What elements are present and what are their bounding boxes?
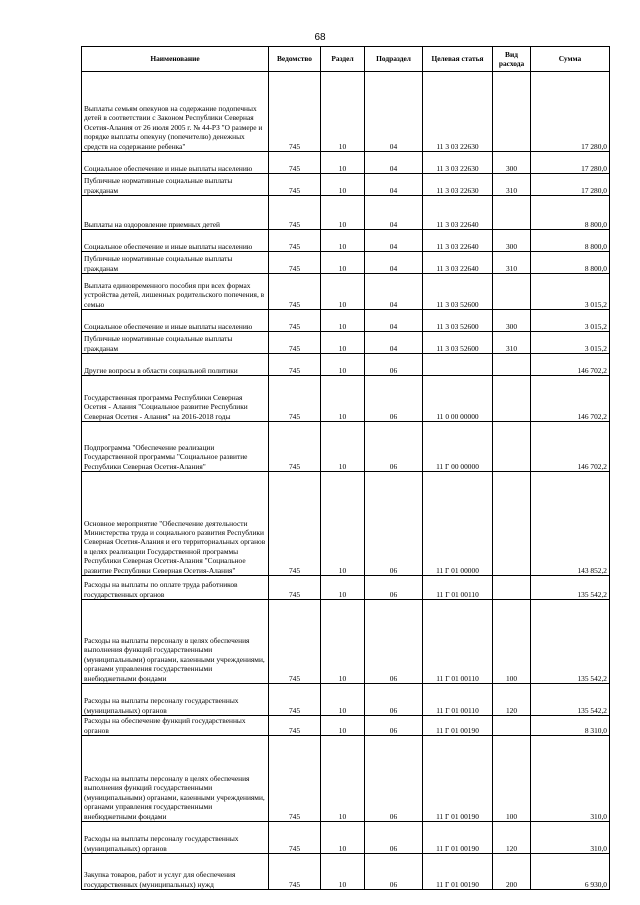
- table-row: [82, 196, 610, 230]
- row-vid: [493, 472, 531, 576]
- row-podrazdel: 06: [365, 716, 423, 736]
- header-ved: Ведомство: [269, 47, 321, 72]
- row-statya: 11 3 03 52600: [423, 274, 493, 310]
- row-podrazdel: 06: [365, 736, 423, 822]
- row-vid: 100: [493, 600, 531, 684]
- row-statya: 11 Г 01 00190: [423, 854, 493, 890]
- row-razdel: 10: [321, 252, 365, 274]
- row-podrazdel: 06: [365, 600, 423, 684]
- row-podrazdel: 06: [365, 472, 423, 576]
- row-ved: 745: [269, 376, 321, 422]
- table-row: [82, 310, 610, 332]
- row-razdel: 10: [321, 196, 365, 230]
- row-statya: 11 Г 01 00190: [423, 736, 493, 822]
- row-vid: 300: [493, 310, 531, 332]
- row-vid: [493, 354, 531, 376]
- row-razdel: 10: [321, 376, 365, 422]
- row-sum: 135 542,2: [531, 684, 610, 716]
- row-statya: 11 3 03 22640: [423, 252, 493, 274]
- row-statya: 11 Г 01 00110: [423, 684, 493, 716]
- row-razdel: 10: [321, 822, 365, 854]
- row-ved: 745: [269, 174, 321, 196]
- row-vid: 310: [493, 174, 531, 196]
- table-row: [82, 422, 610, 472]
- row-name: Публичные нормативные социальные выплаты гражданам: [82, 332, 269, 354]
- row-ved: 745: [269, 310, 321, 332]
- table-row: [82, 252, 610, 274]
- row-ved: 745: [269, 576, 321, 600]
- row-razdel: 10: [321, 310, 365, 332]
- table-row: [82, 854, 610, 890]
- row-vid: [493, 576, 531, 600]
- row-sum: 8 800,0: [531, 196, 610, 230]
- row-razdel: 10: [321, 332, 365, 354]
- row-vid: [493, 196, 531, 230]
- row-name: Публичные нормативные социальные выплаты гражданам: [82, 252, 269, 274]
- row-podrazdel: 04: [365, 174, 423, 196]
- row-statya: 11 Г 00 00000: [423, 422, 493, 472]
- row-vid: 300: [493, 230, 531, 252]
- row-statya: 11 Г 01 00000: [423, 472, 493, 576]
- table-row: [82, 72, 610, 152]
- table-row: [82, 576, 610, 600]
- row-name: Государственная программа Республики Северная Осетия - Алания "Социальное развитие Республики Северная Осетия - Алания" на 2016-2018 годы: [82, 376, 269, 422]
- row-statya: 11 3 03 22630: [423, 174, 493, 196]
- header-statya: Целевая статья: [423, 47, 493, 72]
- row-name: Другие вопросы в области социальной политики: [82, 354, 269, 376]
- table-row: [82, 230, 610, 252]
- table-row: [82, 684, 610, 716]
- row-vid: [493, 422, 531, 472]
- row-ved: 745: [269, 422, 321, 472]
- header-sum: Сумма: [531, 47, 610, 72]
- row-podrazdel: 04: [365, 230, 423, 252]
- row-podrazdel: 06: [365, 854, 423, 890]
- row-name: Расходы на выплаты персоналу в целях обеспечения выполнения функций государственными (муниципальными) органами, казенными учреждениями, органами управления государственными внебюджетными фондами: [82, 600, 269, 684]
- row-razdel: 10: [321, 684, 365, 716]
- row-razdel: 10: [321, 854, 365, 890]
- row-name: Расходы на выплаты персоналу государственных (муниципальных) органов: [82, 684, 269, 716]
- row-name: Подпрограмма "Обеспечение реализации Государственной программы "Социальное развитие Республики Северная Осетия-Алания": [82, 422, 269, 472]
- table-row: [82, 354, 610, 376]
- row-statya: 11 Г 01 00110: [423, 600, 493, 684]
- row-razdel: 10: [321, 472, 365, 576]
- row-podrazdel: 06: [365, 354, 423, 376]
- row-name: Расходы на выплаты персоналу в целях обеспечения выполнения функций государственными (муниципальными) органами, казенными учреждениями, органами управления государственными внебюджетными фондами: [82, 736, 269, 822]
- row-vid: [493, 376, 531, 422]
- row-statya: 11 3 03 22630: [423, 72, 493, 152]
- row-name: Выплата единовременного пособия при всех формах устройства детей, лишенных родительского попечения, в семью: [82, 274, 269, 310]
- row-podrazdel: 04: [365, 332, 423, 354]
- row-sum: 8 800,0: [531, 230, 610, 252]
- row-name: Выплаты семьям опекунов на содержание подопечных детей в соответствии с Законом Республики Северная Осетия-Алания от 26 июля 2005 г. № 44-РЗ "О размере и порядке выплаты опекуну (попечителю) денежных средств на содержание ребенка": [82, 72, 269, 152]
- row-vid: 310: [493, 332, 531, 354]
- row-statya: 11 Г 01 00110: [423, 576, 493, 600]
- table-row: [82, 174, 610, 196]
- table-row: [82, 472, 610, 576]
- row-ved: 745: [269, 332, 321, 354]
- row-name: Основное мероприятие "Обеспечение деятельности Министерства труда и социального развития Республики Северная Осетия-Алания и его территориальных органов в целях реализации Государственной программы Республики Северная Осетия-Алания "Социальное развитие Республики Северная Осетия-Алания": [82, 472, 269, 576]
- row-statya: 11 3 03 52600: [423, 310, 493, 332]
- row-ved: 745: [269, 736, 321, 822]
- row-ved: 745: [269, 152, 321, 174]
- table-row: [82, 332, 610, 354]
- row-podrazdel: 04: [365, 72, 423, 152]
- row-razdel: 10: [321, 576, 365, 600]
- row-sum: 8 800,0: [531, 252, 610, 274]
- row-ved: 745: [269, 72, 321, 152]
- row-razdel: 10: [321, 152, 365, 174]
- header-row: [82, 47, 610, 72]
- row-vid: 120: [493, 822, 531, 854]
- row-name: Выплаты на оздоровление приемных детей: [82, 196, 269, 230]
- row-name: Публичные нормативные социальные выплаты гражданам: [82, 174, 269, 196]
- row-vid: [493, 274, 531, 310]
- row-podrazdel: 04: [365, 196, 423, 230]
- row-razdel: 10: [321, 354, 365, 376]
- row-podrazdel: 06: [365, 822, 423, 854]
- row-sum: 135 542,2: [531, 600, 610, 684]
- row-razdel: 10: [321, 174, 365, 196]
- table-row: [82, 274, 610, 310]
- row-sum: 3 015,2: [531, 332, 610, 354]
- row-vid: 100: [493, 736, 531, 822]
- row-razdel: 10: [321, 716, 365, 736]
- row-statya: 11 Г 01 00190: [423, 822, 493, 854]
- header-vid: Вид расхода: [493, 47, 531, 72]
- row-podrazdel: 06: [365, 576, 423, 600]
- row-sum: 143 852,2: [531, 472, 610, 576]
- row-podrazdel: 06: [365, 684, 423, 716]
- row-vid: 200: [493, 854, 531, 890]
- header-razdel: Раздел: [321, 47, 365, 72]
- row-name: Социальное обеспечение и иные выплаты населению: [82, 310, 269, 332]
- row-podrazdel: 06: [365, 422, 423, 472]
- row-razdel: 10: [321, 736, 365, 822]
- row-name: Закупка товаров, работ и услуг для обеспечения государственных (муниципальных) нужд: [82, 854, 269, 890]
- row-ved: 745: [269, 472, 321, 576]
- row-podrazdel: 04: [365, 252, 423, 274]
- row-razdel: 10: [321, 72, 365, 152]
- row-ved: 745: [269, 252, 321, 274]
- row-ved: 745: [269, 230, 321, 252]
- row-sum: 8 310,0: [531, 716, 610, 736]
- row-ved: 745: [269, 274, 321, 310]
- row-name: Расходы на обеспечение функций государственных органов: [82, 716, 269, 736]
- row-sum: 17 280,0: [531, 72, 610, 152]
- row-sum: 146 702,2: [531, 376, 610, 422]
- row-podrazdel: 06: [365, 376, 423, 422]
- row-statya: 11 3 03 22640: [423, 196, 493, 230]
- table-row: [82, 600, 610, 684]
- row-razdel: 10: [321, 274, 365, 310]
- row-sum: 3 015,2: [531, 274, 610, 310]
- row-ved: 745: [269, 716, 321, 736]
- row-razdel: 10: [321, 422, 365, 472]
- row-sum: 17 280,0: [531, 152, 610, 174]
- header-podrazdel: Подраздел: [365, 47, 423, 72]
- row-razdel: 10: [321, 230, 365, 252]
- row-ved: 745: [269, 600, 321, 684]
- row-sum: 3 015,2: [531, 310, 610, 332]
- row-ved: 745: [269, 684, 321, 716]
- budget-table: [81, 46, 610, 890]
- row-ved: 745: [269, 822, 321, 854]
- row-name: Социальное обеспечение и иные выплаты населению: [82, 152, 269, 174]
- row-statya: 11 3 03 22630: [423, 152, 493, 174]
- row-statya: [423, 354, 493, 376]
- row-sum: 146 702,2: [531, 422, 610, 472]
- row-razdel: 10: [321, 600, 365, 684]
- row-sum: 135 542,2: [531, 576, 610, 600]
- table-row: [82, 736, 610, 822]
- row-sum: 17 280,0: [531, 174, 610, 196]
- row-sum: 146 702,2: [531, 354, 610, 376]
- row-name: Расходы на выплаты персоналу государственных (муниципальных) органов: [82, 822, 269, 854]
- row-name: Социальное обеспечение и иные выплаты населению: [82, 230, 269, 252]
- row-vid: 120: [493, 684, 531, 716]
- row-statya: 11 3 03 52600: [423, 332, 493, 354]
- row-vid: [493, 72, 531, 152]
- row-sum: 310,0: [531, 736, 610, 822]
- row-statya: 11 Г 01 00190: [423, 716, 493, 736]
- row-ved: 745: [269, 854, 321, 890]
- table-row: [82, 822, 610, 854]
- table-row: [82, 376, 610, 422]
- row-ved: 745: [269, 196, 321, 230]
- table-row: [82, 716, 610, 736]
- page-number: 68: [314, 32, 326, 43]
- row-statya: 11 0 00 00000: [423, 376, 493, 422]
- table-row: [82, 152, 610, 174]
- row-vid: 300: [493, 152, 531, 174]
- row-statya: 11 3 03 22640: [423, 230, 493, 252]
- header-name: Наименование: [82, 47, 269, 72]
- row-vid: 310: [493, 252, 531, 274]
- row-sum: 6 930,0: [531, 854, 610, 890]
- row-podrazdel: 04: [365, 274, 423, 310]
- row-name: Расходы на выплаты по оплате труда работников государственных органов: [82, 576, 269, 600]
- row-podrazdel: 04: [365, 310, 423, 332]
- row-podrazdel: 04: [365, 152, 423, 174]
- row-ved: 745: [269, 354, 321, 376]
- row-vid: [493, 716, 531, 736]
- row-sum: 310,0: [531, 822, 610, 854]
